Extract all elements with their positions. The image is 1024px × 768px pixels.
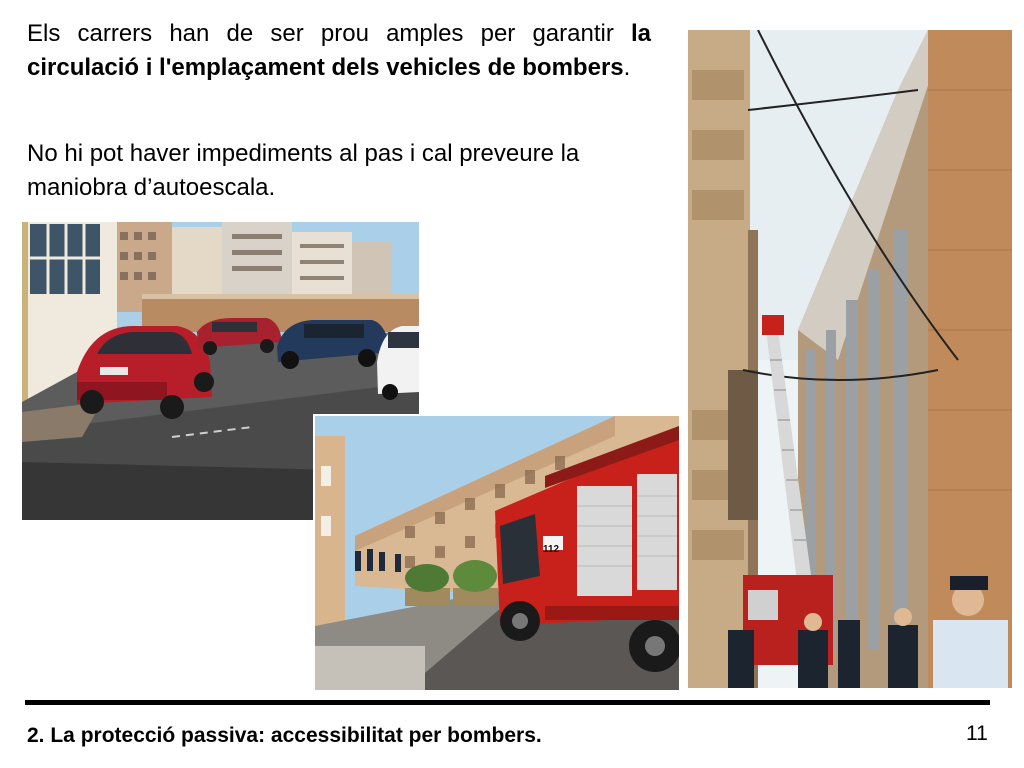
page-number: 11 <box>966 722 988 745</box>
aerial-ladder-photo <box>688 30 1012 688</box>
truck-number-plate: 112 <box>543 544 559 555</box>
intro-text: Els carrers han de ser prou amples per garantir <box>27 20 631 47</box>
obstacles-text: No hi pot haver impediments al pas i cal preveure la maniobra <box>27 140 580 201</box>
intro-bold-text: la circulació i l'emplaçament dels vehicles de bombers <box>27 20 651 81</box>
intro-paragraph <box>27 17 651 85</box>
obstacles-period: . <box>268 174 276 201</box>
section-title: 2. La protecció passiva: accessibilitat per bombers. <box>27 724 542 747</box>
autoescala-text: d’autoescala <box>133 174 269 201</box>
footer-divider <box>25 700 990 705</box>
obstacles-paragraph <box>27 137 651 205</box>
fire-truck-photo <box>315 416 679 690</box>
intro-period: . <box>623 54 631 81</box>
